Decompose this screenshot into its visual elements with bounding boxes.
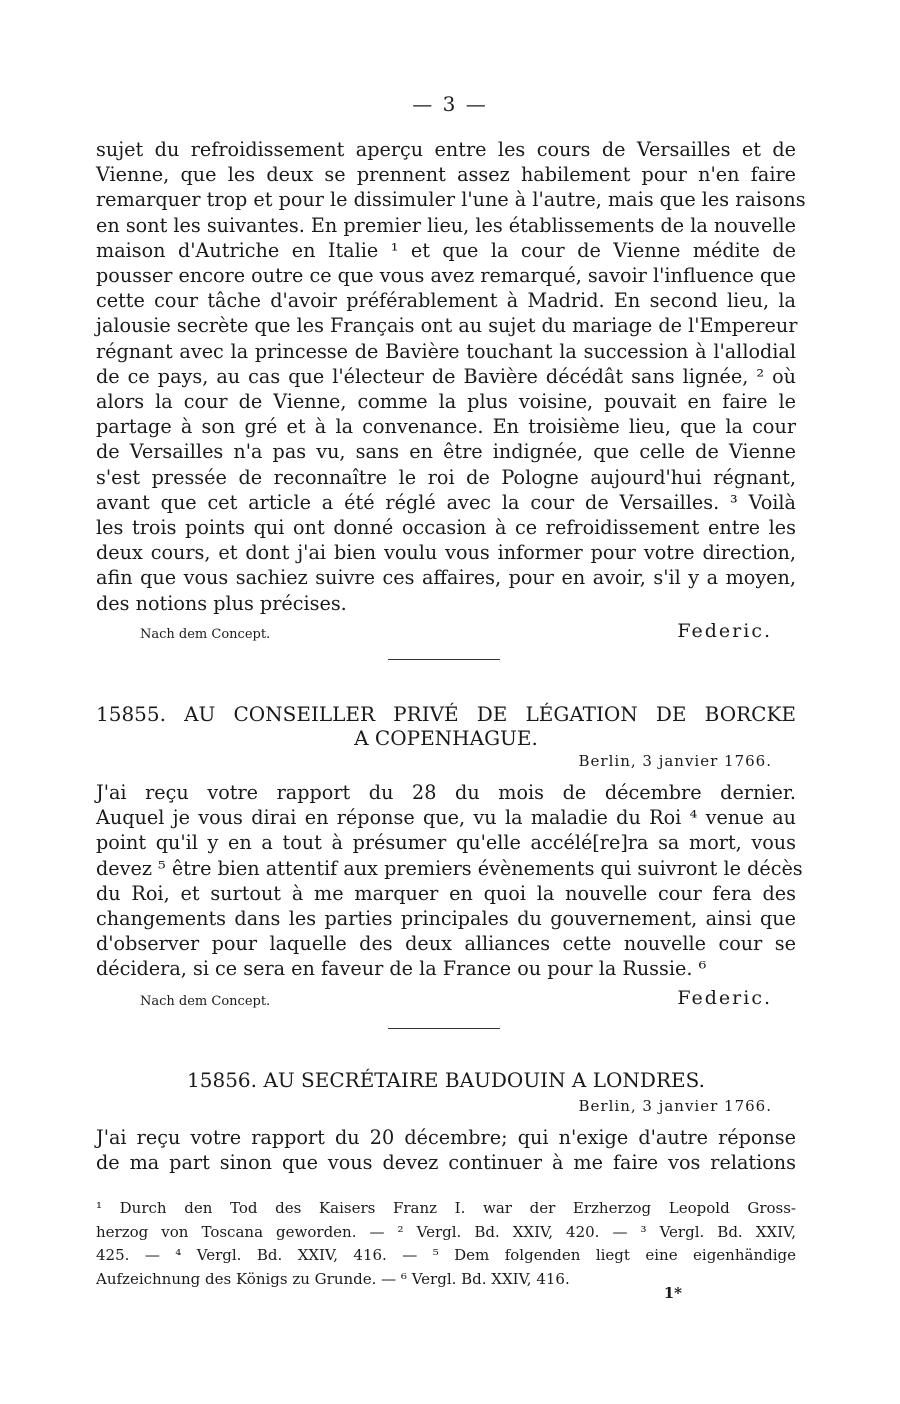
intro-line: en sont les suivantes. En premier lieu, les établissements de la nouvelle <box>96 213 796 237</box>
letter-15855-dateline: Berlin, 3 janvier 1766. <box>578 752 772 770</box>
intro-line: partage à son gré et à la convenance. En troisième lieu, que la cour <box>96 415 796 439</box>
signature-mark: 1* <box>663 1284 682 1302</box>
section-divider <box>388 659 500 660</box>
letter-15855-closing <box>140 985 772 1009</box>
footnote-line: Aufzeichnung des Königs zu Grunde. — ⁶ Vergl. Bd. XXIV, 416. <box>96 1269 570 1288</box>
intro-line: avant que cet article a été réglé avec la cour de Versailles. ³ Voilà <box>96 490 796 514</box>
intro-line: de Versailles n'a pas vu, sans en être indignée, que celle de Vienne <box>96 440 796 464</box>
intro-line: régnant avec la princesse de Bavière touchant la succession à l'allodial <box>96 339 796 363</box>
letter-15855-line: devez ⁵ être bien attentif aux premiers évènements qui suivront le décès <box>96 856 803 880</box>
intro-closing <box>140 618 772 642</box>
letter-15855-line: Auquel je vous dirai en réponse que, vu la maladie du Roi ⁴ venue au <box>96 806 796 830</box>
letter-15855-line: changements dans les parties principales du gouvernement, ainsi que <box>96 907 796 931</box>
intro-line: Vienne, que les deux se prennent assez habilement pour n'en faire <box>96 163 796 187</box>
letter-15856-heading: 15856. AU SECRÉTAIRE BAUDOUIN A LONDRES. <box>187 1068 705 1092</box>
intro-line: alors la cour de Vienne, comme la plus voisine, pouvait en faire le <box>96 390 796 414</box>
letter-15855-line: d'observer pour laquelle des deux alliances cette nouvelle cour se <box>96 932 796 956</box>
intro-line: de ce pays, au cas que l'électeur de Bavière décédât sans lignée, ² où <box>96 364 796 388</box>
intro-line: jalousie secrète que les Français ont au sujet du mariage de l'Empereur <box>96 314 798 338</box>
intro-line: deux cours, et dont j'ai bien voulu vous informer pour votre direction, <box>96 541 796 565</box>
footnote-line: herzog von Toscana geworden. — ² Vergl. Bd. XXIV, 420. — ³ Vergl. Bd. XXIV, <box>96 1222 796 1241</box>
letter-15855-line: J'ai reçu votre rapport du 28 du mois de décembre dernier. <box>96 781 796 804</box>
footnote-line: ¹ Durch den Tod des Kaisers Franz I. war der Erzherzog Leopold Gross- <box>96 1199 796 1217</box>
intro-line: pousser encore outre ce que vous avez remarqué, savoir l'influence que <box>96 264 796 288</box>
letter-15855-line: point qu'il y en a tout à présumer qu'elle accélé[re]ra sa mort, vous <box>96 831 796 855</box>
letter-15855-heading-line2: A COPENHAGUE. <box>354 726 538 750</box>
letter-15856-dateline: Berlin, 3 janvier 1766. <box>578 1097 772 1115</box>
intro-signature: Federic. <box>677 620 772 642</box>
letter-15855-line: du Roi, et surtout à me marquer en quoi la nouvelle cour fera des <box>96 881 796 905</box>
intro-paragraph <box>96 137 806 616</box>
intro-line: cette cour tâche d'avoir préférablement à Madrid. En second lieu, la <box>96 289 796 313</box>
letter-15856-line: de ma part sinon que vous devez continuer à me faire vos relations <box>96 1151 796 1175</box>
intro-source-note: Nach dem Concept. <box>140 627 271 642</box>
letter-15855-heading <box>96 702 796 750</box>
letter-15855-line: décidera, si ce sera en faveur de la France ou pour la Russie. ⁶ <box>96 957 707 981</box>
page-number: — 3 — <box>412 92 488 116</box>
intro-line: maison d'Autriche en Italie ¹ et que la cour de Vienne médite de <box>96 238 796 262</box>
intro-line: s'est pressée de reconnaître le roi de Pologne aujourd'hui régnant, <box>96 465 796 489</box>
intro-line: des notions plus précises. <box>96 591 347 615</box>
letter-15855-heading-line1: 15855. AU CONSEILLER PRIVÉ DE LÉGATION DE BORCKE <box>96 702 796 726</box>
letter-15855-signature: Federic. <box>677 987 772 1009</box>
letter-15856-line: J'ai reçu votre rapport du 20 décembre; qui n'exige d'autre réponse <box>96 1126 796 1149</box>
footnote-line: 425. — ⁴ Vergl. Bd. XXIV, 416. — ⁵ Dem folgenden liegt eine eigenhändige <box>96 1246 796 1264</box>
section-divider <box>388 1028 500 1029</box>
intro-line: sujet du refroidissement aperçu entre les cours de Versailles et de <box>96 138 796 161</box>
intro-line: remarquer trop et pour le dissimuler l'une à l'autre, mais que les raisons <box>96 188 806 212</box>
letter-15855-body <box>96 780 803 982</box>
letter-15855-source-note: Nach dem Concept. <box>140 994 271 1009</box>
footnotes <box>96 1197 796 1291</box>
intro-line: afin que vous sachiez suivre ces affaires, pour en avoir, s'il y a moyen, <box>96 566 796 590</box>
letter-15856-body <box>96 1125 796 1175</box>
intro-line: les trois points qui ont donné occasion à ce refroidissement entre les <box>96 516 796 540</box>
